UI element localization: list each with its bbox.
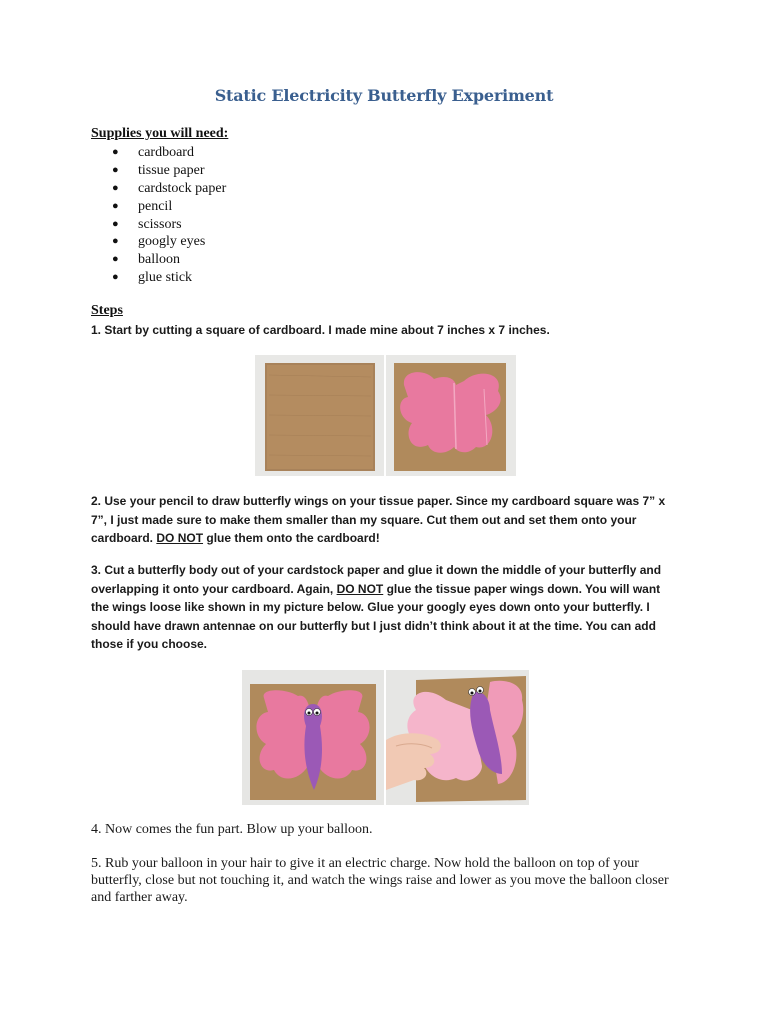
photo-cardboard-square (255, 355, 384, 476)
list-item: ● tissue paper (112, 162, 205, 178)
step-5-text: 5. Rub your balloon in your hair to give it an electric charge. Now hold the balloon on top of your butterfly, close but not touching it, and watch the wings raise and lower as you move the balloon closer and farther away. (91, 856, 669, 905)
step-1-text: 1. Start by cutting a square of cardboard. I made mine about 7 inches x 7 inches. (91, 323, 550, 337)
bullet-icon: ● (112, 253, 119, 266)
list-item: ● cardboard (112, 145, 194, 160)
photo-butterfly-wing-lifted (386, 670, 529, 805)
bullet-icon: ● (112, 271, 119, 284)
bullet-icon: ● (112, 199, 119, 212)
step-2-text-part: glue them onto the cardboard! (203, 531, 380, 546)
cardboard-square-image (255, 355, 384, 476)
list-item: ● glue stick (112, 270, 193, 286)
supplies-heading: Supplies you will need: (91, 126, 229, 141)
supplies-list (91, 144, 226, 287)
butterfly-wing-lifted-image (386, 670, 529, 805)
tissue-wings-image (386, 355, 516, 476)
photo-tissue-wings (386, 355, 516, 476)
step-3-text-part: 3. Cut a butterfly body out of your cardstock paper and glue it down the middle of your butterfly and overlapping it onto your cardboard. Again, (91, 563, 662, 596)
steps-heading: Steps (91, 303, 123, 318)
document-title: Static Electricity Butterfly Experiment (214, 86, 554, 105)
bullet-icon: ● (112, 217, 119, 230)
step-3-text-part: glue the tissue paper wings down. You will want the wings loose like shown in my picture below. Glue your googly eyes down onto your butterfly. I should have drawn antennae on our butterfly but I just didn’t think about it at the time. You can add those if you choose. (91, 581, 661, 652)
list-item: ● googly eyes (112, 234, 206, 250)
butterfly-flat-image (242, 670, 384, 805)
bullet-icon: ● (112, 181, 119, 194)
step-2-text (91, 492, 681, 548)
step-3-text (91, 561, 681, 654)
bullet-icon: ● (112, 235, 119, 248)
step-4-text: 4. Now comes the fun part. Blow up your balloon. (91, 822, 373, 837)
bullet-icon: ● (112, 146, 119, 158)
list-item: ● balloon (112, 252, 180, 268)
bullet-icon: ● (112, 163, 119, 176)
photo-butterfly-flat (242, 670, 384, 805)
step-2-text-part: 2. Use your pencil to draw butterfly wings on your tissue paper. Since my cardboard square was 7” x 7”, I just made sure to make them smaller than my square. Cut them out and set them onto your cardboard. (91, 494, 666, 546)
list-item: ● pencil (112, 198, 173, 214)
do-not-emphasis: DO NOT (336, 581, 384, 596)
list-item: ● scissors (112, 216, 182, 232)
list-item: ● cardstock paper (112, 180, 227, 196)
do-not-emphasis: DO NOT (156, 531, 204, 546)
